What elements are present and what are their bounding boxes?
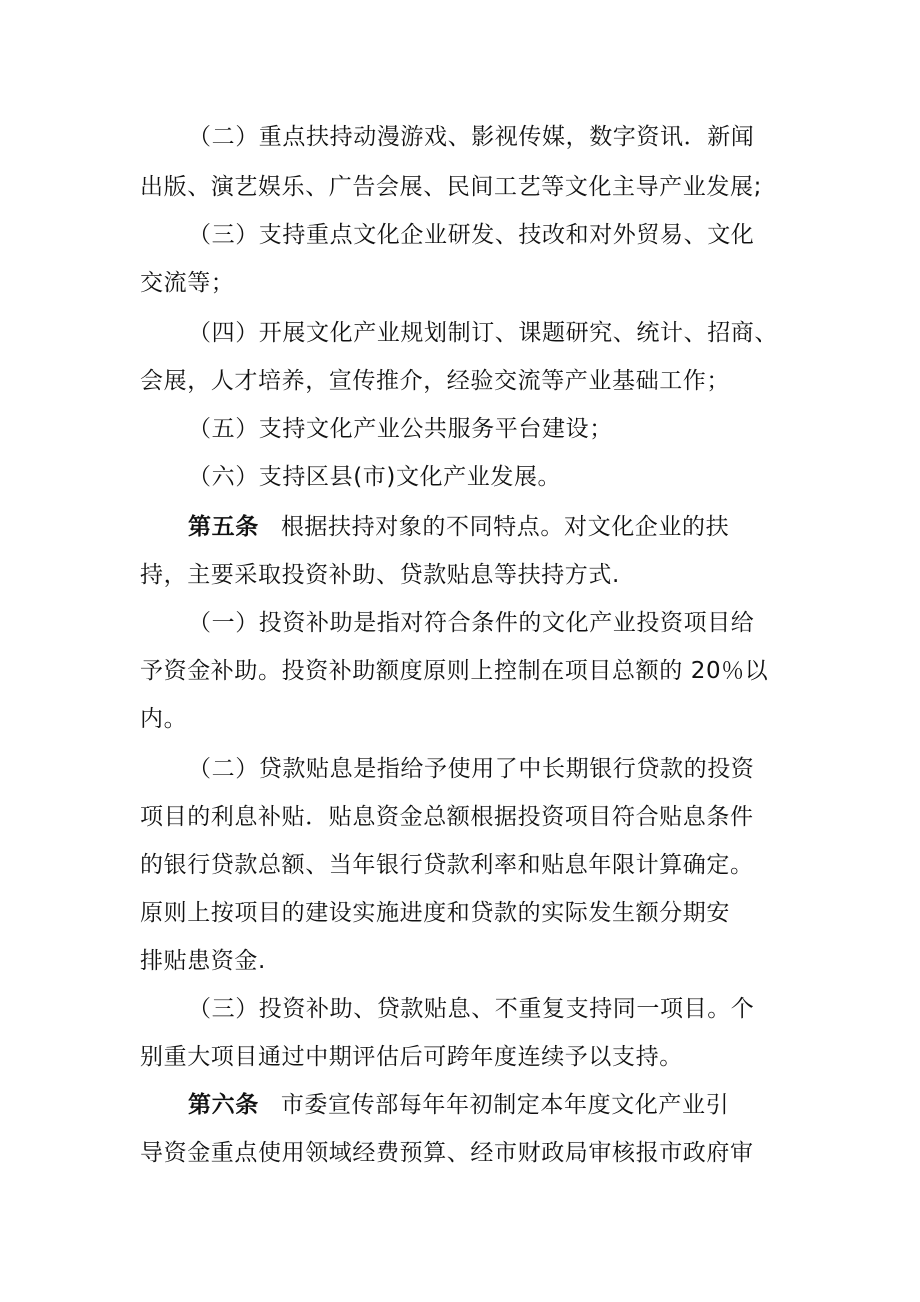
text-line: （一）投资补助是指对符合条件的文化产业投资项目给	[188, 610, 755, 636]
text-line: 项目的利息补贴．贴息资金总额根据投资项目符合贴息条件	[140, 804, 754, 830]
text-line: （四）开展文化产业规划制订、课题研究、统计、招商、	[188, 320, 778, 346]
text-line: （三）支持重点文化企业研发、技改和对外贸易、文化	[188, 222, 755, 248]
text-line: 导资金重点使用领域经费预算、经市财政局审核报市政府审	[140, 1140, 754, 1166]
article-five-heading: 第五条	[188, 514, 259, 540]
text-line: 会展，人才培养，宣传推介，经验交流等产业基础工作；	[140, 368, 730, 394]
text-line: 交流等；	[140, 270, 235, 296]
text-line: 排贴患资金.	[140, 948, 266, 974]
text-line: 内。	[140, 706, 188, 732]
article-five-line	[188, 512, 800, 542]
article-six-line	[188, 1090, 800, 1120]
text-line: （二）贷款贴息是指给予使用了中长期银行贷款的投资	[188, 756, 755, 782]
text-line: 予资金补助。投资补助额度原则上控制在项目总额的 20％以	[140, 658, 769, 684]
article-six-heading: 第六条	[188, 1092, 259, 1118]
text-line: （二）重点扶持动漫游戏、影视传媒，数字资讯．新闻	[188, 124, 755, 150]
text-line: （五）支持文化产业公共服务平台建设；	[188, 416, 613, 442]
article-six-text: 市委宣传部每年年初制定本年度文化产业引	[280, 1092, 730, 1118]
text-line: 的银行贷款总额、当年银行贷款利率和贴息年限计算确定。	[140, 852, 754, 878]
text-line: （三）投资补助、贷款贴息、不重复支持同一项目。个	[188, 996, 755, 1022]
text-line: 别重大项目通过中期评估后可跨年度连续予以支持。	[140, 1044, 683, 1070]
article-five-text: 根据扶持对象的不同特点。对文化企业的扶	[280, 514, 730, 540]
text-line: （六）支持区县(市)文化产业发展。	[188, 464, 562, 490]
text-line: 持，主要采取投资补助、贷款贴息等扶持方式.	[140, 562, 620, 588]
text-line: 出版、演艺娱乐、广告会展、民间工艺等文化主导产业发展;	[140, 174, 762, 200]
text-line: 原则上按项目的建设实施进度和贷款的实际发生额分期安	[140, 900, 730, 926]
